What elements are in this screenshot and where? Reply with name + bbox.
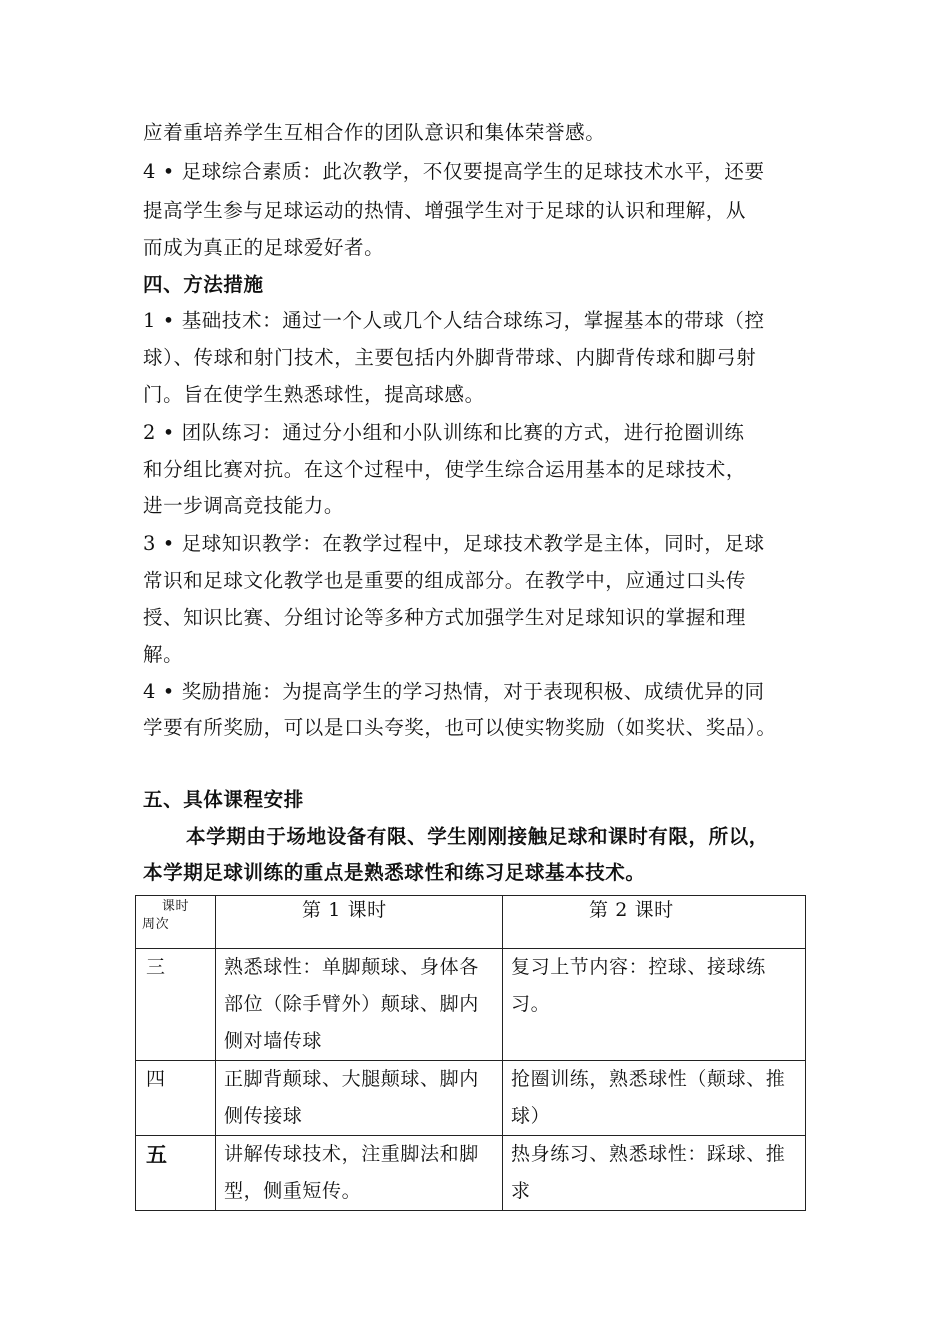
header-lesson-1: 第 1 课时 (216, 896, 503, 949)
lesson-2-cell: 抢圈训练，熟悉球性（颠球、推球） (503, 1061, 806, 1136)
method-4-line-1: 4 • 奖励措施：为提高学生的学习热情，对于表现积极、成绩优异的同 (143, 680, 765, 703)
paragraph-team-spirit: 应着重培养学生互相合作的团队意识和集体荣誉感。 (143, 121, 606, 144)
method-3-line-2: 常识和足球文化教学也是重要的组成部分。在教学中，应通过口头传 (143, 569, 747, 592)
method-1-line-3: 门。旨在使学生熟悉球性，提高球感。 (143, 383, 485, 406)
method-3-line-1: 3 • 足球知识教学：在教学过程中，足球技术教学是主体，同时，足球 (143, 532, 765, 555)
method-1-line-1: 1 • 基础技术：通过一个人或几个人结合球练习，掌握基本的带球（控 (143, 309, 765, 332)
section-heading-methods: 四、方法措施 (143, 273, 264, 296)
lesson-2-cell: 复习上节内容：控球、接球练习。 (503, 949, 806, 1061)
header-lesson-2: 第 2 课时 (503, 896, 806, 949)
objective-4-line-2: 提高学生参与足球运动的热情、增强学生对于足球的认识和理解，从 (143, 199, 747, 222)
corner-header-week: 周次 (142, 917, 170, 932)
schedule-intro-line-2: 本学期足球训练的重点是熟悉球性和练习足球基本技术。 (143, 861, 646, 884)
week-cell: 四 (136, 1061, 216, 1136)
week-cell: 五 (136, 1136, 216, 1211)
lesson-1-cell: 正脚背颠球、大腿颠球、脚内侧传接球 (216, 1061, 503, 1136)
table-row (136, 949, 806, 1061)
method-3-line-4: 解。 (143, 643, 184, 666)
table-row (136, 1136, 806, 1211)
corner-header-cell (136, 896, 216, 949)
table-header-row (136, 896, 806, 949)
section-heading-schedule: 五、具体课程安排 (143, 788, 304, 811)
method-4-line-2: 学要有所奖励，可以是口头夸奖，也可以使实物奖励（如奖状、奖品）。 (143, 716, 777, 739)
lesson-1-cell: 讲解传球技术，注重脚法和脚型，侧重短传。 (216, 1136, 503, 1211)
lesson-1-cell: 熟悉球性：单脚颠球、身体各部位（除手臂外）颠球、脚内侧对墙传球 (216, 949, 503, 1061)
objective-4-line-3: 而成为真正的足球爱好者。 (143, 236, 385, 259)
schedule-intro-line-1: 本学期由于场地设备有限、学生刚刚接触足球和课时有限，所以， (186, 825, 769, 848)
method-2-line-1: 2 • 团队练习：通过分小组和小队训练和比赛的方式，进行抢圈训练 (143, 421, 745, 444)
corner-header-lesson: 课时 (161, 899, 190, 914)
method-3-line-3: 授、知识比赛、分组讨论等多种方式加强学生对足球知识的掌握和理 (143, 606, 747, 629)
method-1-line-2: 球）、传球和射门技术，主要包括内外脚背带球、内脚背传球和脚弓射 (143, 346, 757, 369)
schedule-table (135, 895, 806, 1211)
week-cell: 三 (136, 949, 216, 1061)
method-2-line-3: 进一步调高竞技能力。 (143, 494, 345, 517)
lesson-2-cell: 热身练习、熟悉球性：踩球、推求 (503, 1136, 806, 1211)
objective-4-line-1: 4 • 足球综合素质：此次教学，不仅要提高学生的足球技术水平，还要 (143, 160, 765, 183)
method-2-line-2: 和分组比赛对抗。在这个过程中，使学生综合运用基本的足球技术， (143, 458, 747, 481)
table-row (136, 1061, 806, 1136)
